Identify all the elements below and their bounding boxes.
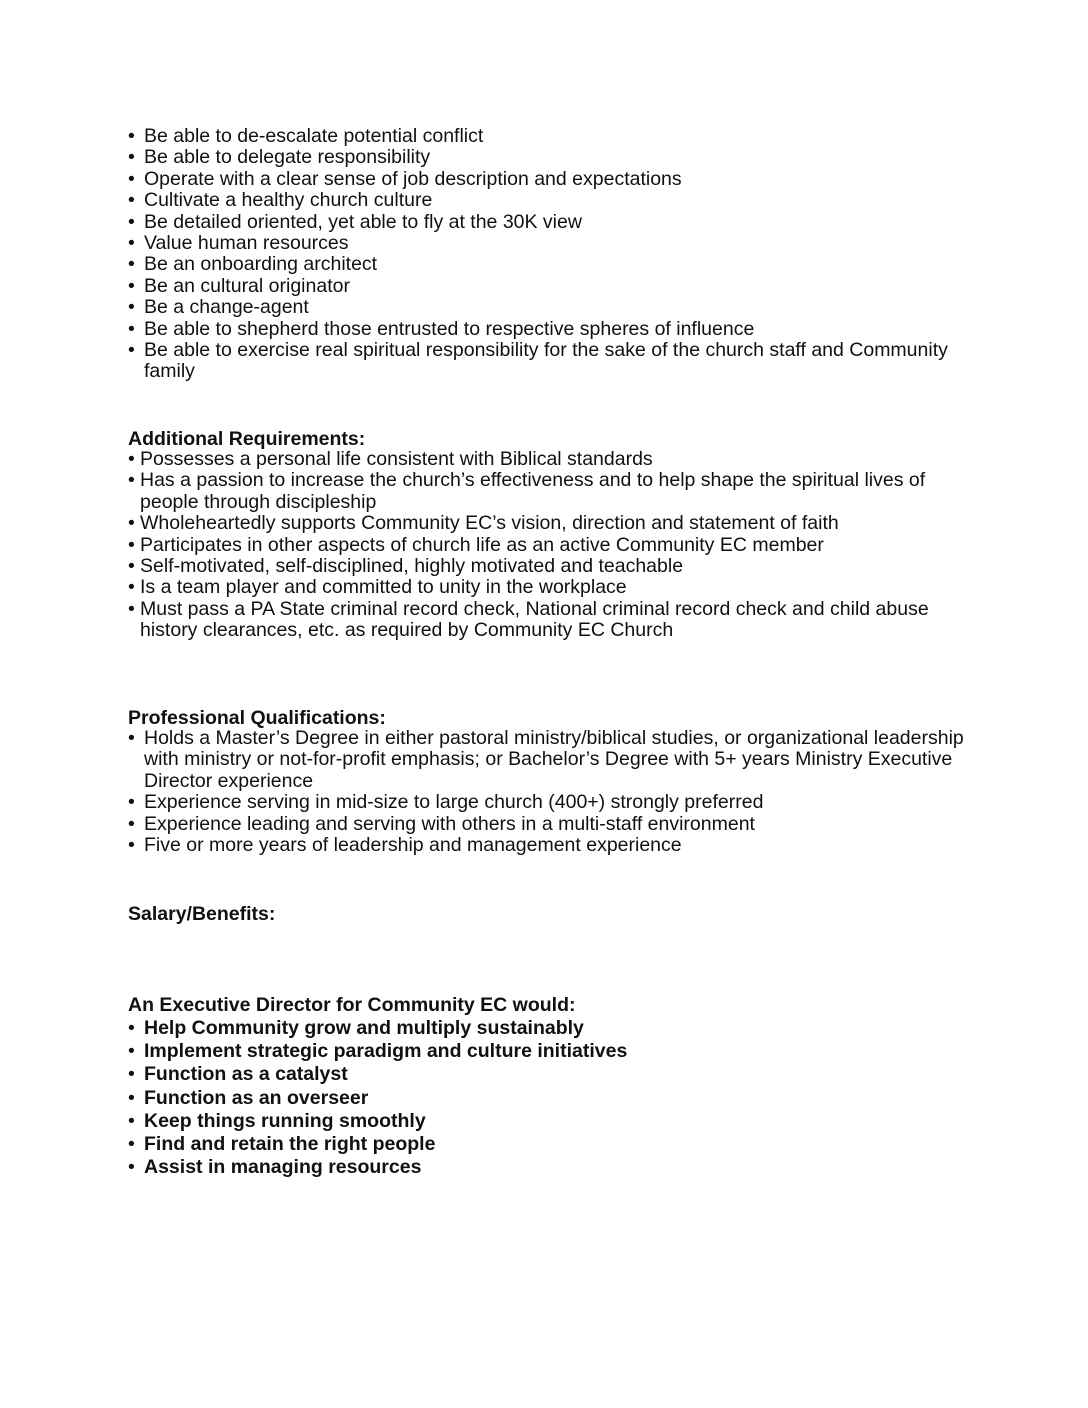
list-item: • Be able to delegate responsibility — [128, 147, 968, 168]
list-item: • Keep things running smoothly — [128, 1110, 968, 1133]
additional-requirements-list — [128, 449, 968, 642]
list-item: • Cultivate a healthy church culture — [128, 190, 968, 211]
list-item: • Wholeheartedly supports Community EC’s vision, direction and statement of faith — [128, 513, 968, 534]
list-item: • Five or more years of leadership and management experience — [128, 835, 968, 856]
list-item: • Be an cultural originator — [128, 276, 968, 297]
professional-qualifications-heading: Professional Qualifications: — [128, 707, 386, 729]
list-item: • Experience leading and serving with others in a multi-staff environment — [128, 814, 968, 835]
list-item: • Be able to de-escalate potential conflict — [128, 126, 968, 147]
list-item: • Operate with a clear sense of job description and expectations — [128, 169, 968, 190]
executive-director-list — [128, 1017, 968, 1179]
list-item: • Find and retain the right people — [128, 1133, 968, 1156]
additional-requirements-heading: Additional Requirements: — [128, 428, 366, 450]
list-item: • Function as a catalyst — [128, 1063, 968, 1086]
list-item: • Is a team player and committed to unity in the workplace — [128, 577, 968, 598]
list-item: • Participates in other aspects of church life as an active Community EC member — [128, 535, 968, 556]
responsibilities-list — [128, 126, 968, 383]
list-item: • Help Community grow and multiply sustainably — [128, 1017, 968, 1040]
executive-director-heading: An Executive Director for Community EC would: — [128, 994, 576, 1016]
list-item: • Be a change-agent — [128, 297, 968, 318]
list-item: • Self-motivated, self-disciplined, highly motivated and teachable — [128, 556, 968, 577]
list-item: • Possesses a personal life consistent with Biblical standards — [128, 449, 968, 470]
list-item: • Be detailed oriented, yet able to fly at the 30K view — [128, 212, 968, 233]
list-item: • Must pass a PA State criminal record check, National criminal record check and child abuse history clearances, etc. as required by Community EC Church — [128, 599, 968, 642]
list-item: • Function as an overseer — [128, 1087, 968, 1110]
list-item: • Experience serving in mid-size to large church (400+) strongly preferred — [128, 792, 968, 813]
list-item: • Holds a Master’s Degree in either pastoral ministry/biblical studies, or organizational leadership with ministry or not-for-profit emphasis; or Bachelor’s Degree with 5+ years Ministry Executive Director experience — [128, 728, 968, 792]
list-item: • Assist in managing resources — [128, 1156, 968, 1179]
list-item: • Implement strategic paradigm and culture initiatives — [128, 1040, 968, 1063]
list-item: • Has a passion to increase the church’s effectiveness and to help shape the spiritual lives of people through discipleship — [128, 470, 968, 513]
list-item: • Be able to shepherd those entrusted to respective spheres of influence — [128, 319, 968, 340]
salary-benefits-heading: Salary/Benefits: — [128, 903, 276, 925]
professional-qualifications-list — [128, 728, 968, 856]
list-item: • Be an onboarding architect — [128, 254, 968, 275]
list-item: • Be able to exercise real spiritual responsibility for the sake of the church staff and Community family — [128, 340, 968, 383]
list-item: • Value human resources — [128, 233, 968, 254]
